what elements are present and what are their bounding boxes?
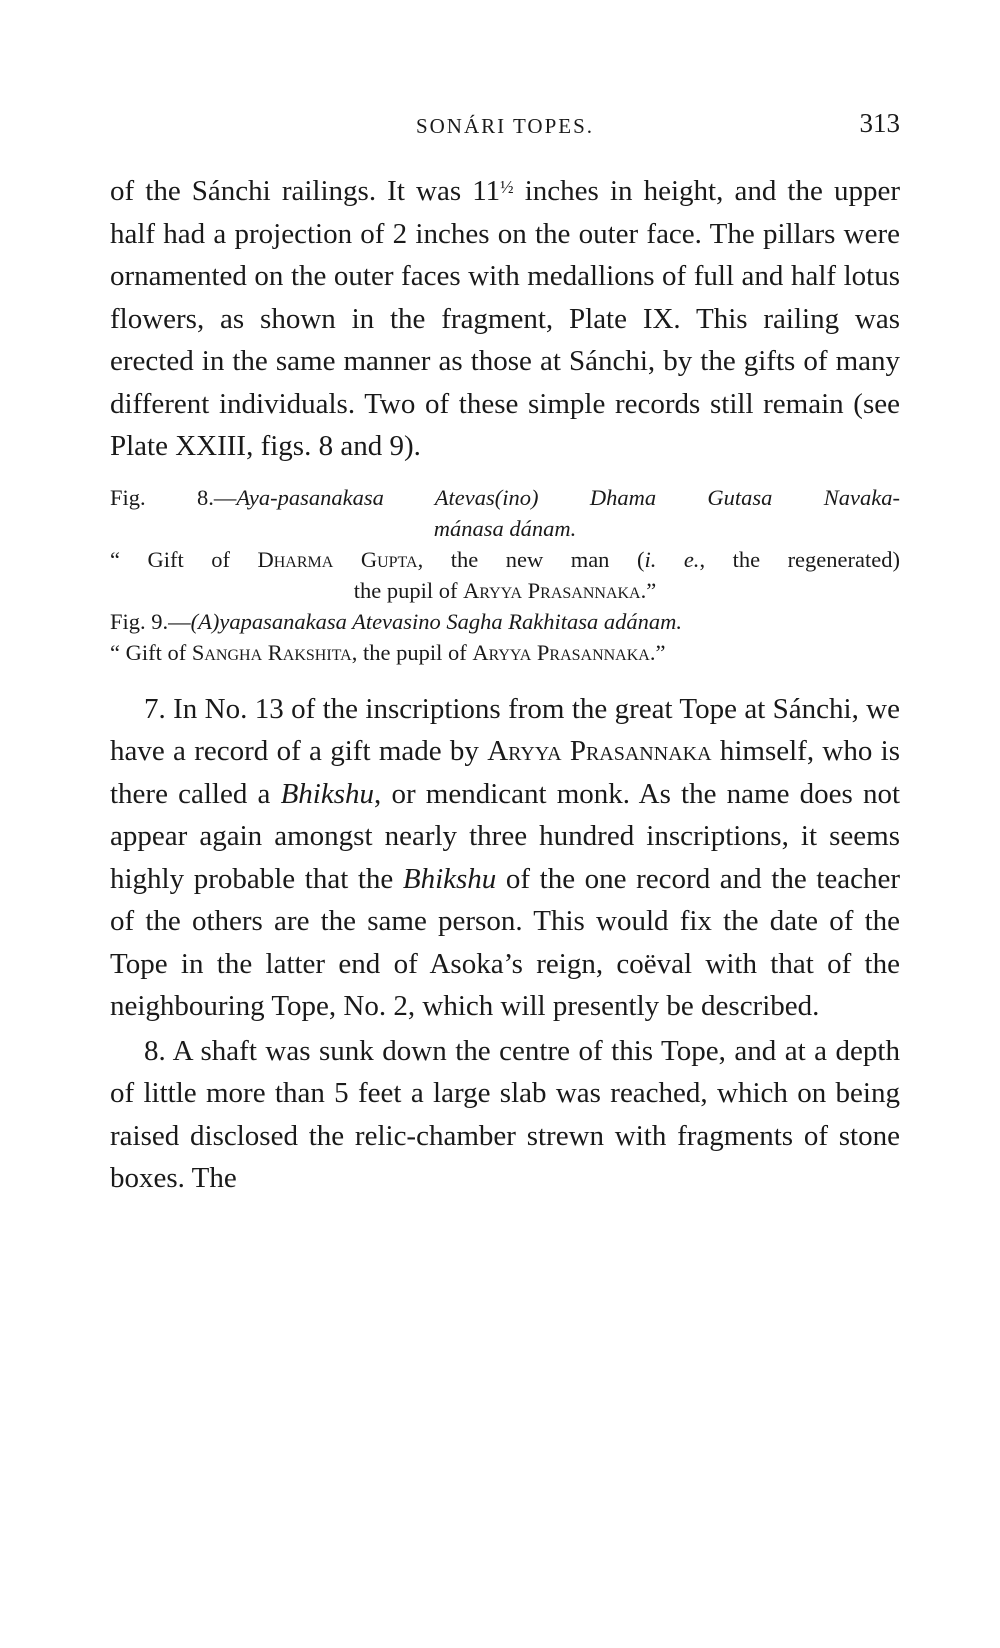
paragraph-text: of the one record and the teacher of the others are the same person. This would fix the date of the Tope in the latter end of Asoka’s reign, coëval with that of the neighbouring Tope, No. 2, which will presently be described. — [110, 862, 900, 1022]
fig-8-inscription — [110, 482, 900, 513]
fig-9-inscription — [110, 606, 900, 637]
person-name: Sangha Rakshita — [191, 639, 352, 665]
page-body — [110, 166, 900, 1200]
fig-8-inscription-text-end: mánasa dánam. — [433, 515, 577, 541]
translation-text: .” — [640, 577, 657, 603]
fig-8-label: Fig. 8.— — [110, 484, 237, 510]
fig-9-label: Fig. 9.— — [110, 608, 191, 634]
fraction: ½ — [500, 177, 514, 197]
term-bhikshu: Bhikshu — [402, 862, 497, 895]
fig-8-inscription-cont — [110, 513, 900, 544]
paragraph-text: , or mendicant monk. As the name does not appear again amongst nearly three hundred inscriptions, it seems highly probable that the — [110, 777, 901, 895]
person-name: Aryya Prasannaka — [472, 639, 650, 665]
paragraph-continued — [110, 166, 900, 468]
paragraph-text: of the Sánchi railings. It was 11 — [110, 175, 501, 207]
paragraph-text: inches in height, and the upper half had a projection of 2 inches on the outer face. The pillars were ornamented on the outer faces with medallions of full and half lotus flowers, as shown in the fragment, Plate IX. This railing was erected in the same manner as those at Sánchi, by the gifts of many different individuals. Two of these simple records still remain (see Plate XXIII, figs. 8 and 9). — [110, 175, 900, 462]
paragraph-8 — [110, 1030, 900, 1200]
translation-text: .” — [649, 639, 666, 665]
fig-9-translation — [110, 637, 900, 668]
paragraph-text: 8. A shaft was sunk down the centre of this Tope, and at a depth of little more than 5 feet a large slab was reached, which on being raised disclosed the relic-chamber strewn with fragments of stone boxes. The — [110, 1034, 900, 1194]
running-title: SONÁRI TOPES. — [415, 114, 595, 138]
term-bhikshu: Bhikshu — [280, 777, 375, 810]
page-number: 313 — [859, 108, 900, 138]
fig-8-inscription-text: Aya-pasanakasa Atevas(ino) Dhama Gutasa Navaka- — [236, 484, 900, 510]
inscription-notes — [110, 482, 900, 668]
translation-text: “ Gift of — [110, 639, 192, 665]
person-name: Dharma Gupta — [257, 546, 418, 572]
fig-8-translation — [110, 544, 900, 575]
translation-text: , the new man ( — [417, 546, 645, 572]
fig-9-inscription-text: (A)yapasanakasa Atevasino Sagha Rakhitasa adánam. — [190, 608, 683, 634]
person-name: Aryya Prasannaka — [463, 577, 641, 603]
translation-text: , the regenerated) — [699, 546, 900, 572]
paragraph-7 — [110, 688, 900, 1028]
abbreviation: i. e. — [644, 546, 700, 572]
translation-text: , the pupil of — [351, 639, 473, 665]
fig-8-translation-cont — [110, 575, 900, 606]
paragraph-text: 7. In No. 13 of the inscriptions from the great Tope at Sánchi, we have a record of a gift made by — [110, 692, 900, 767]
paragraph-text: himself, who is there called a — [110, 735, 900, 810]
person-name: Aryya Prasannaka — [487, 735, 712, 767]
translation-text: “ Gift of — [110, 546, 258, 572]
translation-text: the pupil of — [353, 577, 464, 603]
running-header — [110, 108, 900, 148]
